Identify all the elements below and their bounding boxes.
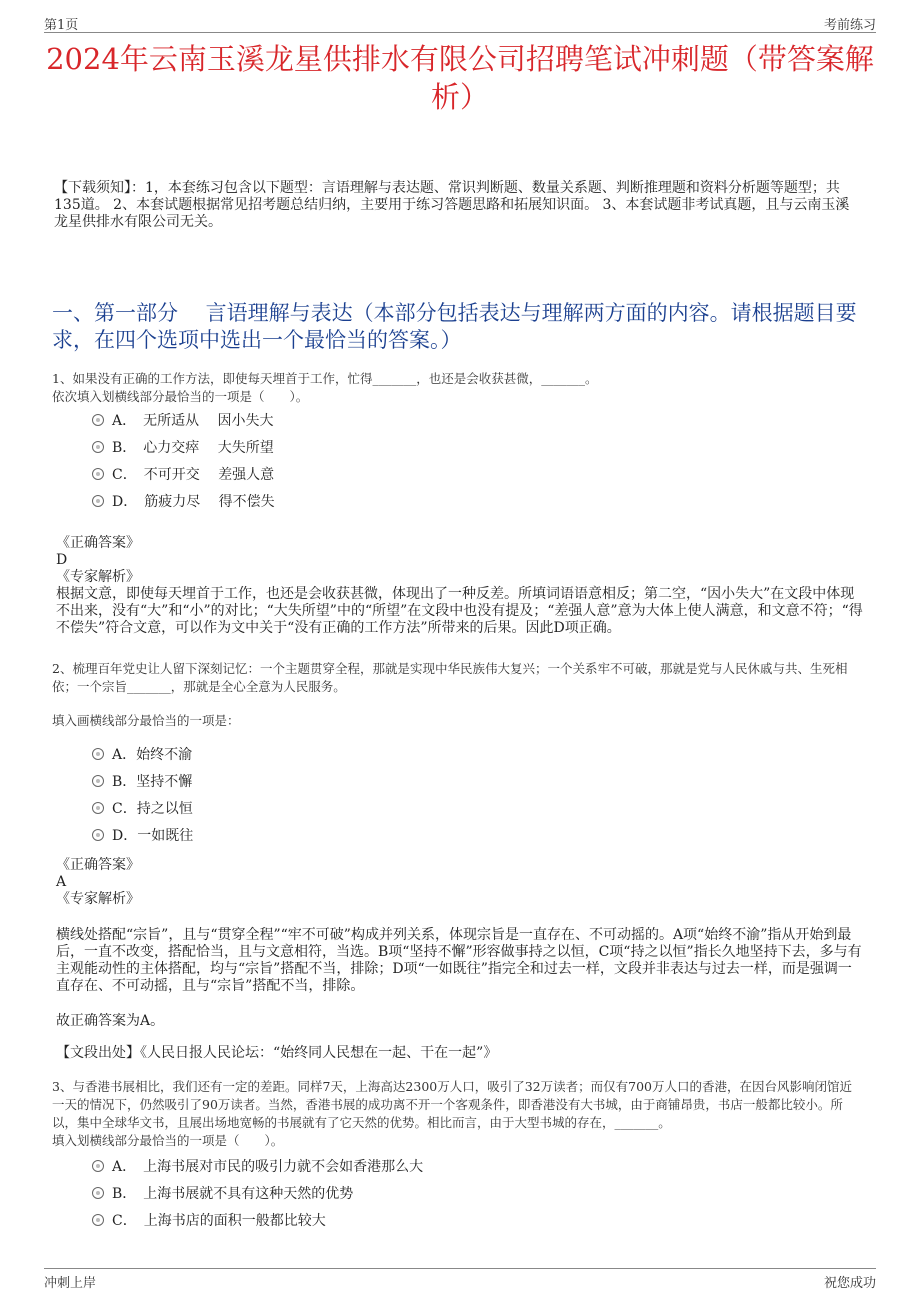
question-stem: 2、梳理百年党史让人留下深刻记忆：一个主题贯穿全程，那就是实现中华民族伟大复兴；一个关系牢不可破，那就是党与人民休戚与共、生死相依；一个宗旨_______，那就是全心全意为人民服务。 xyxy=(52,661,848,694)
source-text: 【文段出处】《人民日报人民论坛：“始终同人民想在一起、干在一起”》 xyxy=(56,1045,498,1061)
radio-icon[interactable] xyxy=(92,829,104,841)
page-footer xyxy=(44,1268,876,1292)
radio-icon[interactable] xyxy=(92,802,104,814)
question-2-options xyxy=(92,742,193,850)
analysis-text: 横线处搭配“宗旨”，且与“贯穿全程”“牢不可破”构成并列关系，体现宗旨是一直存在、不可动摇的。A项“始终不渝”指从开始到最后，一直不改变，搭配恰当，且与文意相符，当选。B项“坚持不懈”形容做事持之以恒，C项“持之以恒”指长久地坚持下去，多与有主观能动性的主体搭配，均与“宗旨”搭配不当，排除；D项“一如既往”指完全和过去一样，文段并非表达与过去一样，而是强调一直存在、不可动摇，且与“宗旨”搭配不当，排除。 xyxy=(56,927,862,994)
conclusion-text: 故正确答案为A。 xyxy=(56,1013,165,1029)
header-label: 考前练习 xyxy=(823,18,876,33)
question-2-instruction: 填入画横线部分最恰当的一项是： xyxy=(52,713,240,728)
option-b[interactable]: B． 上海书展就不具有这种天然的优势 xyxy=(92,1181,423,1208)
footer-right-label: 祝您成功 xyxy=(823,1276,876,1291)
answer-value: A xyxy=(56,874,67,890)
question-2 xyxy=(52,660,864,696)
answer-label: 《正确答案》 xyxy=(56,535,140,551)
option-b[interactable]: B． 心力交瘁 大失所望 xyxy=(92,435,275,462)
option-b[interactable]: B．坚持不懈 xyxy=(92,769,193,796)
radio-icon[interactable] xyxy=(92,775,104,787)
analysis-label: 《专家解析》 xyxy=(56,569,140,585)
answer-value: D xyxy=(56,552,68,568)
analysis-label: 《专家解析》 xyxy=(56,891,140,907)
question-2-answer xyxy=(56,857,864,908)
analysis-text: 根据文意，即使每天埋首于工作，也还是会收获甚微，体现出了一种反差。所填词语语意相反；第二空，“因小失大”在文段中体现不出来，没有“大”和“小”的对比；“大失所望”中的“所望”在文段中也没有提及；“差强人意”意为大体上使人满意，和文意不符；“得不偿失”符合文意，可以作为文中关于“没有正确的工作方法”所带来的后果。因此D项正确。 xyxy=(56,586,863,636)
document-title: 2024年云南玉溪龙星供排水有限公司招聘笔试冲刺题（带答案解析） xyxy=(46,42,874,114)
question-stem: 3、与香港书展相比，我们还有一定的差距。同样7天，上海高达2300万人口，吸引了32万读者；而仅有700万人口的香港，在因台风影响闭馆近一天的情况下，仍然吸引了90万读者。当然，香港书展的成功离不开一个客观条件，即香港没有大书城，由于商铺昂贵，书店一般都比较小。所以，集中全球华文书，且展出场地宽畅的书展就有了它天然的优势。相比而言，由于大型书城的存在，_______。 xyxy=(52,1079,852,1130)
option-c[interactable]: C．持之以恒 xyxy=(92,796,193,823)
page-number: 第1页 xyxy=(44,18,79,33)
question-instruction: 依次填入划横线部分最恰当的一项是（ ）。 xyxy=(52,389,309,404)
question-instruction: 填入划横线部分最恰当的一项是（ ）。 xyxy=(52,1133,284,1148)
download-notice: 【下载须知】：1，本套练习包含以下题型：言语理解与表达题、常识判断题、数量关系题、判断推理题和资料分析题等题型；共135道。 2、本套试题根据常见招考题总结归纳，主要用于练习答题思路和拓展知识面。 3、本套试题非考试真题，且与云南玉溪龙星供排水有限公司无关。 xyxy=(54,180,850,230)
question-1 xyxy=(52,370,864,406)
footer-left-label: 冲刺上岸 xyxy=(44,1276,97,1291)
radio-icon[interactable] xyxy=(92,468,104,480)
option-c[interactable]: C． 上海书店的面积一般都比较大 xyxy=(92,1208,423,1235)
radio-icon[interactable] xyxy=(92,748,104,760)
answer-label: 《正确答案》 xyxy=(56,857,140,873)
radio-icon[interactable] xyxy=(92,1187,104,1199)
question-stem: 1、如果没有正确的工作方法，即使每天埋首于工作，忙得_______，也还是会收获甚微，_______。 xyxy=(52,371,598,386)
question-1-options xyxy=(92,408,275,516)
page-header xyxy=(44,14,876,33)
option-d[interactable]: D． 筋疲力尽 得不偿失 xyxy=(92,489,275,516)
radio-icon[interactable] xyxy=(92,1160,104,1172)
option-a[interactable]: A． 无所适从 因小失大 xyxy=(92,408,275,435)
option-d[interactable]: D．一如既往 xyxy=(92,823,193,850)
radio-icon[interactable] xyxy=(92,1214,104,1226)
radio-icon[interactable] xyxy=(92,414,104,426)
question-3-options xyxy=(92,1154,423,1235)
option-c[interactable]: C． 不可开交 差强人意 xyxy=(92,462,275,489)
radio-icon[interactable] xyxy=(92,441,104,453)
option-a[interactable]: A． 上海书展对市民的吸引力就不会如香港那么大 xyxy=(92,1154,423,1181)
question-3 xyxy=(52,1078,864,1150)
question-1-answer xyxy=(56,535,864,637)
option-a[interactable]: A．始终不渝 xyxy=(92,742,193,769)
radio-icon[interactable] xyxy=(92,495,104,507)
section-heading: 一、第一部分 言语理解与表达（本部分包括表达与理解两方面的内容。请根据题目要求，在四个选项中选出一个最恰当的答案。） xyxy=(52,301,857,352)
